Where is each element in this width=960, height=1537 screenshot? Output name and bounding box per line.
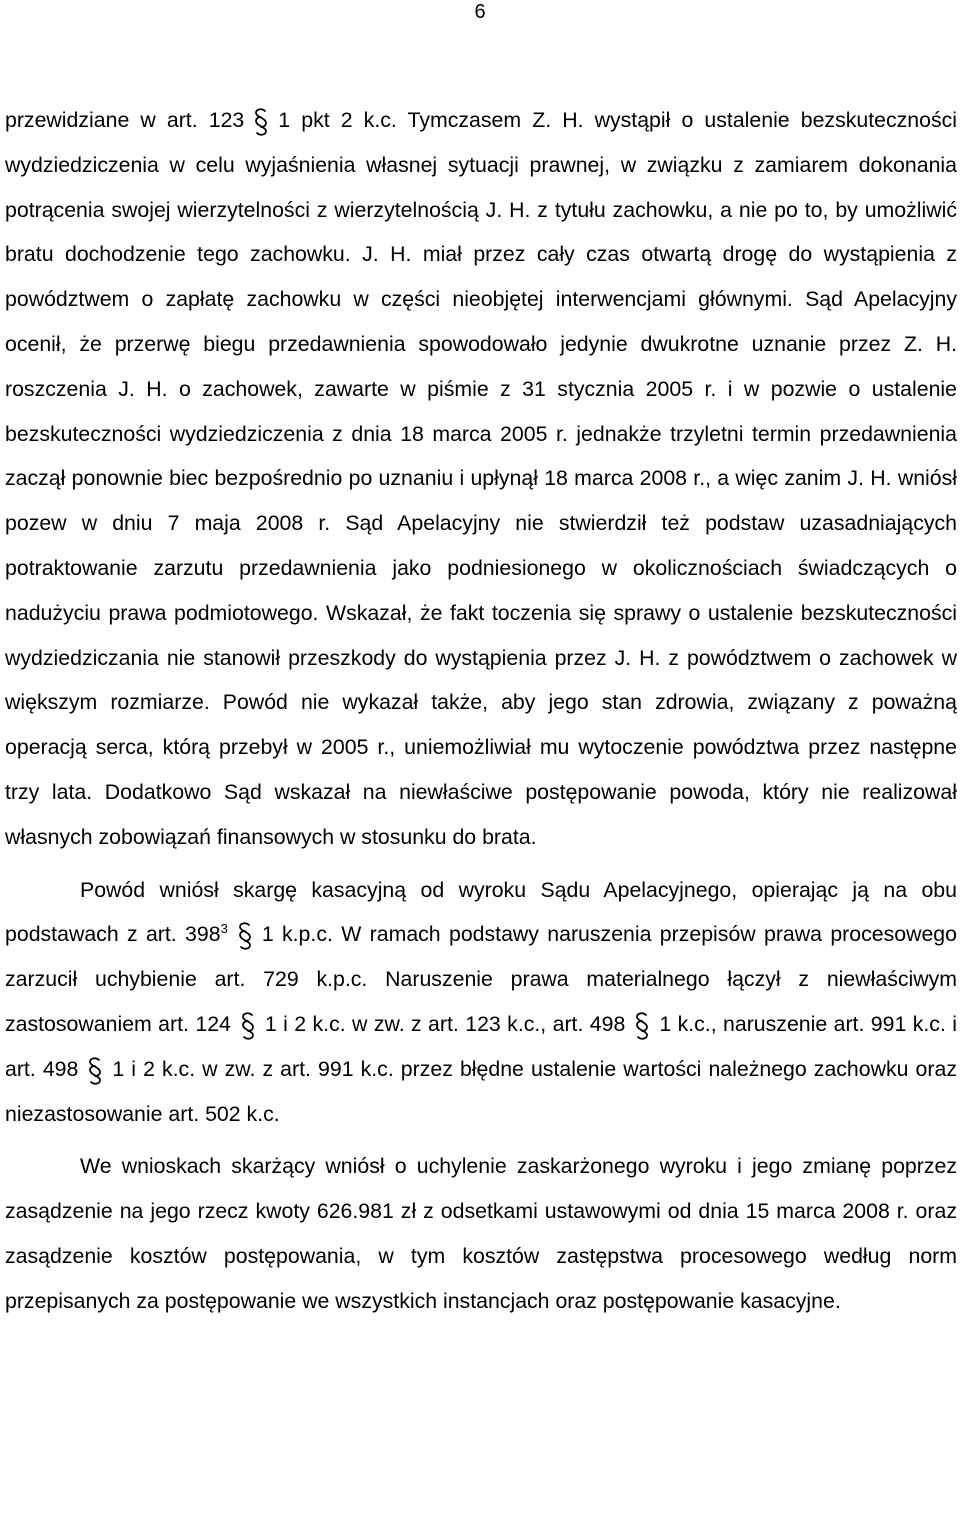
paragraph-2-text-5: 1 i 2 k.c. w zw. z art. 991 k.c. przez błędne ustalenie wartości należnego zachowku oraz niezastosowanie art. 502 k.c.: [5, 1056, 957, 1126]
paragraph-2-text-3: 1 i 2 k.c. w zw. z art. 123 k.c., art. 498: [264, 1011, 626, 1036]
section-sign-icon: [237, 1011, 259, 1041]
section-sign-icon: [234, 921, 256, 951]
paragraph-2-text-1: Powód wniósł skargę kasacyjną od wyroku Sądu Apelacyjnego, opierając ją na obu podstawach z art. 398: [5, 877, 957, 947]
document-body: [5, 98, 957, 1324]
section-sign-icon: [84, 1056, 106, 1086]
paragraph-1-text-1: przewidziane w art. 123: [5, 108, 245, 132]
superscript-3: 3: [220, 921, 228, 937]
page-number: 6: [474, 1, 486, 23]
paragraph-3: We wnioskach skarżący wniósł o uchylenie zaskarżonego wyroku i jego zmianę poprzez zasądzenie na jego rzecz kwoty 626.981 zł z odsetkami ustawowymi od dnia 15 marca 2008 r. oraz zasądzenie kosztów postępowania, w tym kosztów zastępstwa procesowego według norm przepisanych za postępowanie we wszystkich instancjach oraz postępowanie kasacyjne.: [5, 1154, 957, 1313]
paragraph-2: [5, 868, 957, 1137]
section-sign-icon: [631, 1011, 653, 1041]
paragraph-2-text-2: 1 k.p.c. W ramach podstawy naruszenia przepisów prawa procesowego zarzucił uchybienie art. 729 k.p.c. Naruszenie prawa materialnego łączył z niewłaściwym zastosowaniem art. 124: [5, 922, 957, 1036]
paragraph-2-text-4: 1 k.c., naruszenie art. 991 k.c. i art. 498: [5, 1011, 957, 1081]
paragraph-1-text-2: 1 pkt 2 k.c. Tymczasem Z. H. wystąpił o ustalenie bezskuteczności wydziedziczenia w celu wyjaśnienia własnej sytuacji prawnej, w związku z zamiarem dokonania potrącenia swojej wierzytelności z wierzytelnością J. H. z tytułu zachowku, a nie po to, by umożliwić bratu dochodzenie tego zachowku. J. H. miał przez cały czas otwartą drogę do wystąpienia z powództwem o zapłatę zachowku w części nieobjętej interwencjami głównymi. Sąd Apelacyjny ocenił, że przerwę biegu przedawnienia spowodowało jedynie dwukrotne uznanie przez Z. H. roszczenia J. H. o zachowek, zawarte w piśmie z 31 stycznia 2005 r. i w pozwie o ustalenie bezskuteczności wydziedziczenia z dnia 18 marca 2005 r. jednakże trzyletni termin przedawnienia zaczął ponownie biec bezpośrednio po uznaniu i upłynął 18 marca 2008 r., a więc zanim J. H. wniósł pozew w dniu 7 maja 2008 r. Sąd Apelacyjny nie stwierdził też podstaw uzasadniających potraktowanie zarzutu przedawnienia jako podniesionego w okolicznościach świadczących o nadużyciu prawa podmiotowego. Wskazał, że fakt toczenia się sprawy o ustalenie bezskuteczności wydziedziczania nie stanowił przeszkody do wystąpienia przez J. H. z powództwem o zachowek w większym rozmiarze. Powód nie wykazał także, aby jego stan zdrowia, związany z poważną operacją serca, którą przebył w 2005 r., uniemożliwiał mu wytoczenie powództwa przez następne trzy lata. Dodatkowo Sąd wskazał na niewłaściwe postępowanie powoda, który nie realizował własnych zobowiązań finansowych w stosunku do brata.: [5, 108, 957, 849]
paragraph-1: [5, 98, 957, 860]
section-sign-icon: [250, 107, 272, 137]
